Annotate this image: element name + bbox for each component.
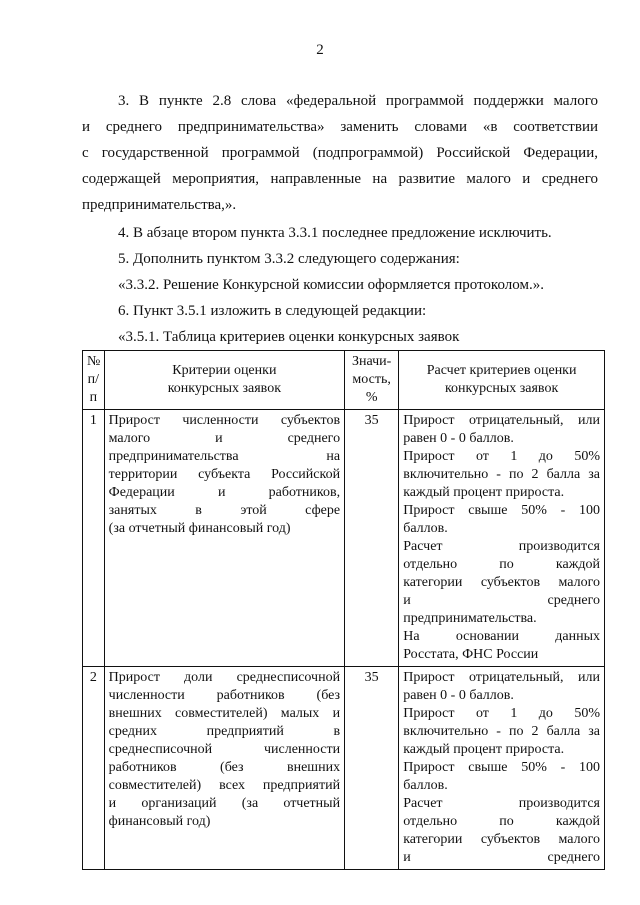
paragraph-3 — [82, 88, 598, 218]
table-header-row — [83, 351, 605, 410]
table-row — [83, 410, 605, 667]
row-num: 1 — [83, 410, 105, 667]
table-row — [83, 667, 605, 870]
paragraph-3-line: с государственной программой (подпрограммой) Российской Федерации, — [82, 145, 598, 161]
paragraph-6: 6. Пункт 3.5.1 изложить в следующей редакции: — [118, 303, 427, 319]
paragraph-3-line: содержащей мероприятия, направленные на развитие малого и среднего — [82, 171, 598, 187]
row-num: 2 — [83, 667, 105, 870]
row-criteria: Прирост доли среднесписочной численности работников (без внешних совместителей) малых и средних предприятий в среднесписочной численности работников (без внешних совместителей) всех предприятий и организаций (за отчетный финансовый год) — [104, 667, 344, 870]
paragraph-3-line: предпринимательства,». — [82, 197, 237, 213]
row-value: 35 — [345, 667, 399, 870]
paragraph-6-quote: «3.5.1. Таблица критериев оценки конкурсных заявок — [118, 329, 460, 345]
page-number: 2 — [316, 42, 324, 58]
paragraph-4: 4. В абзаце втором пункта 3.3.1 последнее предложение исключить. — [118, 225, 552, 241]
paragraph-3-line: и среднего предпринимательства» заменить словами «в соответствии — [82, 119, 598, 135]
header-calc: Расчет критериев оценки конкурсных заявок — [399, 351, 605, 410]
header-num: № п/п — [83, 351, 105, 410]
row-value: 35 — [345, 410, 399, 667]
row-criteria: Прирост численности субъектов малого и среднего предпринимательства на территории субъекта Российской Федерации и работников, занятых в этой сфере (за отчетный финансовый год) — [104, 410, 344, 667]
paragraph-5: 5. Дополнить пунктом 3.3.2 следующего содержания: — [118, 251, 460, 267]
paragraph-3-line: 3. В пункте 2.8 слова «федеральной программой поддержки малого — [118, 93, 598, 109]
criteria-table — [82, 350, 605, 870]
row-calc: Прирост отрицательный, или равен 0 - 0 баллов. Прирост от 1 до 50% включительно - по 2 балла за каждый процент прироста. Прирост свыше 50% - 100 баллов. Расчет производится отдельно по каждой категории субъектов малого и среднего — [399, 667, 605, 870]
paragraph-5-quote: «3.3.2. Решение Конкурсной комиссии оформляется протоколом.». — [118, 277, 544, 293]
header-criteria: Критерии оценки конкурсных заявок — [104, 351, 344, 410]
header-value: Значи- мость, % — [345, 351, 399, 410]
row-calc: Прирост отрицательный, или равен 0 - 0 баллов. Прирост от 1 до 50% включительно - по 2 балла за каждый процент прироста. Прирост свыше 50% - 100 баллов. Расчет производится отдельно по каждой категории субъектов малого и среднего предпринимательства. На основании данных Росстата, ФНС России — [399, 410, 605, 667]
